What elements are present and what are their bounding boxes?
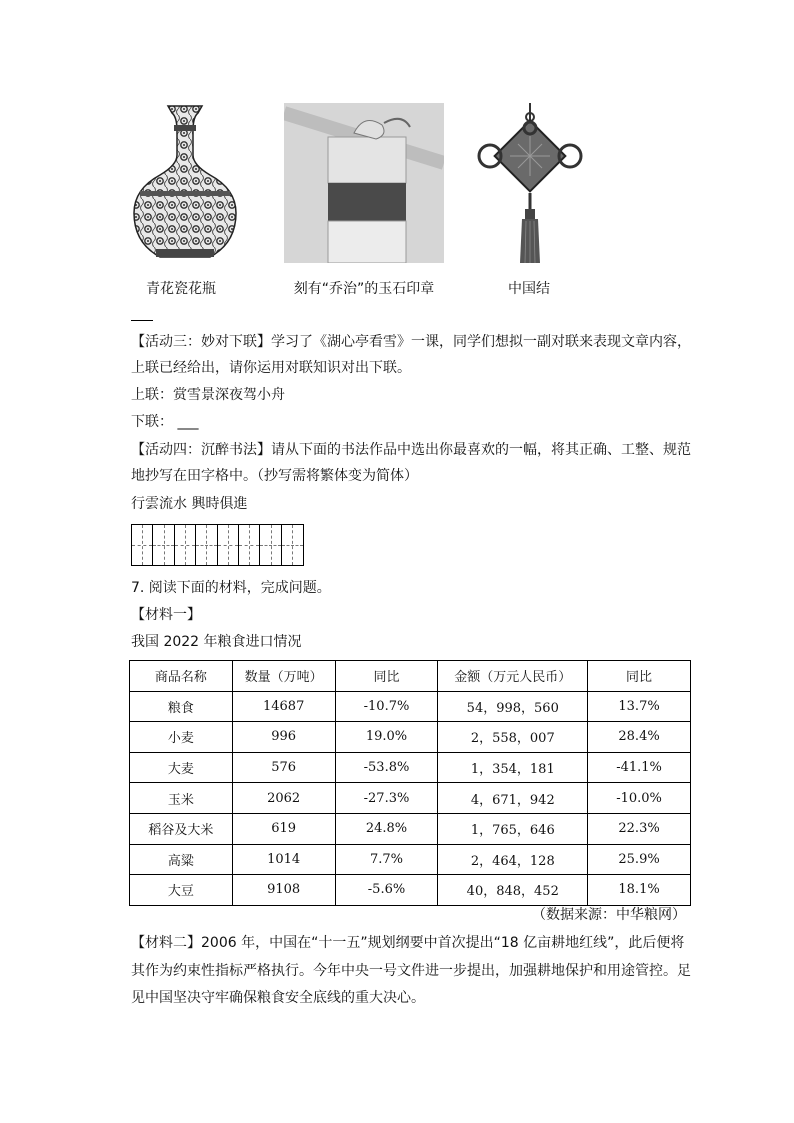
table-cell: 576 [232,752,335,783]
table-row [130,752,691,783]
table-cell: 1014 [232,844,335,875]
question7-title: 7. 阅读下面的材料，完成问题。 [131,580,331,596]
calligraphy-works: 行雲流水 興時俱進 [131,496,248,512]
table-cell: 玉米 [130,783,233,814]
table-row [130,875,691,906]
table-cell: 2062 [232,783,335,814]
table-cell: 19.0% [335,722,438,753]
table-row [130,722,691,753]
lower-label: 下联： [131,414,173,430]
table-title: 我国 2022 年粮食进口情况 [131,634,302,650]
chinese-knot-image [470,103,590,263]
table-cell: 25.9% [588,844,691,875]
grid-cell[interactable] [239,525,260,565]
table-cell: 40，848，452 [438,875,588,906]
table-header: 同比 [588,661,691,692]
vase-caption: 青花瓷花瓶 [146,281,216,297]
table-cell: -53.8% [335,752,438,783]
seal-image [284,103,444,263]
table-cell: 54，998，560 [438,691,588,722]
table-cell: 4，671，942 [438,783,588,814]
data-source-note: （数据来源：中华粮网） [532,907,686,923]
table-cell: -10.7% [335,691,438,722]
tianzige-grid[interactable] [131,524,304,566]
activity3-line1: 【活动三：妙对下联】学习了《湖心亭看雪》一课，同学们想拟一副对联来表现文章内容， [131,334,691,350]
table-cell: 28.4% [588,722,691,753]
grid-cell[interactable] [132,525,153,565]
material2-line2: 其作为约束性指标严格执行。今年中央一号文件进一步提出，加强耕地保护和用途管控。足 [131,963,691,979]
seal-caption: 刻有“乔治”的玉石印章 [293,281,435,297]
table-cell: 996 [232,722,335,753]
table-header: 数量（万吨） [232,661,335,692]
vase-image [130,103,240,263]
table-cell: 高粱 [130,844,233,875]
upper-couplet: 上联：赏雪景深夜驾小舟 [131,387,285,403]
grain-import-table [129,660,691,906]
separator-rule [131,320,153,321]
table-cell: 18.1% [588,875,691,906]
grid-cell[interactable] [282,525,303,565]
table-row [130,813,691,844]
grid-cell[interactable] [196,525,217,565]
table-cell: 粮食 [130,691,233,722]
table-cell: -10.0% [588,783,691,814]
grid-cell[interactable] [218,525,239,565]
lower-couplet-label [131,412,198,432]
activity4-line2: 地抄写在田字格中。（抄写需将繁体变为简体） [131,468,418,484]
grid-cell[interactable] [175,525,196,565]
table-cell: 大麦 [130,752,233,783]
lower-answer-blank[interactable]: ___ [177,414,199,430]
table-cell: 稻谷及大米 [130,813,233,844]
material2-line1: 【材料二】2006 年，中国在“十一五”规划纲要中首次提出“18 亿亩耕地红线”，此后便将 [131,935,685,951]
table-cell: 9108 [232,875,335,906]
table-header-row [130,661,691,692]
table-row [130,783,691,814]
table-cell: 22.3% [588,813,691,844]
grid-cell[interactable] [153,525,174,565]
material2-line3: 见中国坚决守牢确保粮食安全底线的重大决心。 [131,990,425,1006]
table-header: 金额（万元人民币） [438,661,588,692]
grid-cell[interactable] [260,525,281,565]
table-cell: 1，765，646 [438,813,588,844]
table-cell: 7.7% [335,844,438,875]
table-header: 商品名称 [130,661,233,692]
table-cell: 14687 [232,691,335,722]
table-cell: 619 [232,813,335,844]
table-row [130,844,691,875]
table-cell: 13.7% [588,691,691,722]
table-header: 同比 [335,661,438,692]
knot-caption: 中国结 [508,281,550,297]
table-cell: -41.1% [588,752,691,783]
table-cell: 2，464，128 [438,844,588,875]
material1-label: 【材料一】 [131,607,201,623]
table-cell: -27.3% [335,783,438,814]
table-cell: 大豆 [130,875,233,906]
activity3-line2: 上联已经给出，请你运用对联知识对出下联。 [131,360,411,376]
table-cell: 24.8% [335,813,438,844]
activity4-line1: 【活动四：沉醉书法】请从下面的书法作品中选出你最喜欢的一幅，将其正确、工整、规范 [131,442,691,458]
table-cell: 1，354，181 [438,752,588,783]
table-row [130,691,691,722]
table-cell: -5.6% [335,875,438,906]
table-cell: 小麦 [130,722,233,753]
table-cell: 2，558，007 [438,722,588,753]
